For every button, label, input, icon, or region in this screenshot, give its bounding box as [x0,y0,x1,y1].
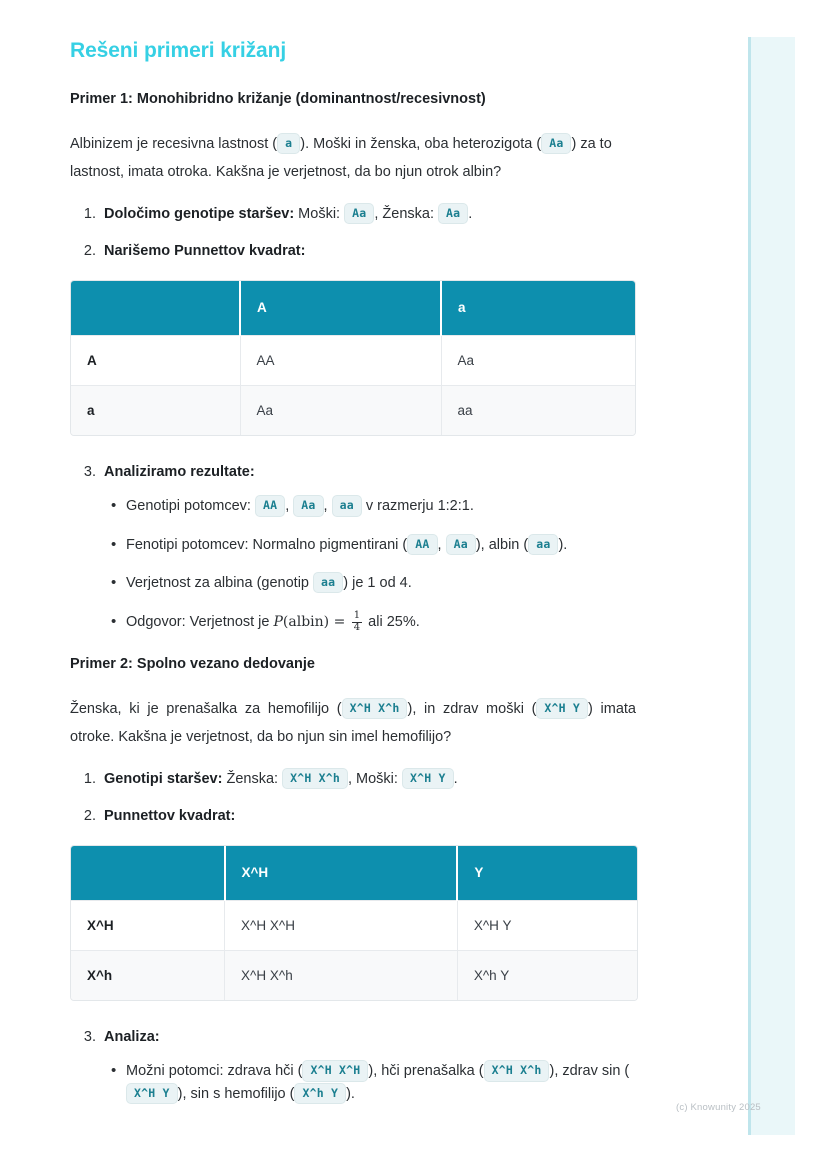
list-item [126,572,636,594]
gene-code-badge: Aa [293,495,323,516]
separator: , [437,536,446,553]
example1-intro-text-1: Albinizem je recesivna lastnost ( [70,136,278,153]
table-cell: X^h Y [457,950,637,1000]
document-content [70,38,636,1123]
fraction-one-quarter [352,611,362,633]
example2-intro-text-1: Ženska, ki je prenašalka za hemofilijo ( [70,701,342,718]
gene-code-badge: Aa [446,534,476,555]
genotypes-prefix: Genotipi potomcev: [126,498,255,515]
gene-code-badge: a [277,133,300,154]
step-label: Določimo genotipe staršev: [104,205,295,222]
gene-code-badge: aa [332,495,362,516]
table-cell: aa [441,385,635,435]
table-cell: X^H X^H [225,900,458,950]
example1-heading: Primer 1: Monohibridno križanje (dominantnost/recesivnost) [70,91,486,108]
probability-prefix: Verjetnost za albina (genotip [126,575,314,592]
table-row-header: X^h [71,950,225,1000]
table-cell: AA [240,335,441,385]
list-item [100,240,636,263]
math-variable-p: P [273,613,283,630]
gene-code-badge: X^H X^h [282,768,348,789]
gene-code-badge: X^H X^h [342,698,408,719]
table-cell: X^H X^h [225,950,458,1000]
gene-code-badge: X^H X^h [484,1060,550,1081]
example1-steps-list [70,203,636,263]
gene-code-badge: Aa [438,203,468,224]
example2-analysis-list [70,1026,636,1105]
gene-code-badge: X^H X^H [302,1060,368,1081]
table-body [71,335,635,435]
step1-female-label: Ženska: [222,770,283,787]
example2-analysis-bullets [104,1060,636,1105]
table-cell: X^H Y [457,900,637,950]
list-item [126,534,636,556]
table-body [71,900,637,1000]
genotypes-suffix: v razmerju 1:2:1. [361,498,474,515]
answer-suffix: ali 25%. [364,613,420,630]
copyright-watermark: (c) Knowunity 2025 [676,1102,761,1113]
gene-code-badge: Aa [541,133,571,154]
offspring-suffix: ). [346,1085,355,1102]
probability-formula [273,610,365,633]
fraction-numerator: 1 [353,610,361,622]
table-row [71,335,635,385]
gene-code-badge: X^H Y [536,698,588,719]
answer-prefix: Odgovor: Verjetnost je [126,613,274,630]
punnett-square-table-1 [71,281,635,435]
list-item [126,611,636,634]
table-column-header: a [441,281,635,336]
table-row-header: X^H [71,900,225,950]
table-row [71,950,637,1000]
table-corner-cell [71,846,225,901]
separator: ), hči prenašalka ( [368,1063,484,1080]
gene-code-badge: Aa [344,203,374,224]
example2-steps-list [70,768,636,828]
table-cell: Aa [441,335,635,385]
example1-intro-paragraph [70,130,636,187]
step-label: Narišemo Punnettov kvadrat: [104,242,306,259]
decorative-right-strip [748,37,795,1135]
separator: , [323,498,332,515]
phenotypes-suffix: ). [558,536,568,553]
punnett-square-table-2 [71,846,637,1000]
example1-intro-text-2: ). Moški in ženska, oba heterozigota ( [300,136,542,153]
table-header [71,846,637,901]
table-column-header: Y [457,846,637,901]
probability-suffix: ) je 1 od 4. [343,575,412,592]
gene-code-badge: aa [313,572,343,593]
table-header-row [71,281,635,336]
step-label: Genotipi staršev: [104,770,223,787]
step1-female-label: , Ženska: [374,205,439,222]
table-corner-cell [71,281,240,336]
table-column-header: X^H [225,846,458,901]
list-item [100,805,636,828]
list-item [100,461,636,633]
step1-male-label: Moški: [294,205,345,222]
table-row-header: a [71,385,240,435]
separator: ), zdrav sin ( [549,1063,630,1080]
step1-male-label: , Moški: [347,770,402,787]
gene-code-badge: X^h Y [294,1083,346,1104]
example2-intro-paragraph [70,695,636,752]
table-header [71,281,635,336]
table-cell: Aa [240,385,441,435]
table-row [71,385,635,435]
example2-heading: Primer 2: Spolno vezano dedovanje [70,656,315,673]
step-label: Punnettov kvadrat: [104,807,236,824]
step1-tail: . [468,205,473,222]
gene-code-badge: X^H Y [402,768,454,789]
table-column-header: A [240,281,441,336]
example1-analysis-bullets [104,495,636,633]
step1-tail: . [453,770,458,787]
separator: , [285,498,294,515]
gene-code-badge: AA [255,495,285,516]
gene-code-badge: AA [407,534,437,555]
table-header-row [71,846,637,901]
math-argument: (albin) = [282,613,350,630]
example2-intro-text-2: ), in zdrav moški ( [407,701,537,718]
list-item [100,768,636,791]
example1-intro-text-3: ) za to lastnost, imata otroka. Kakšna je verjetnost, da bo njun otrok albin? [70,136,612,181]
phenotypes-prefix: Fenotipi potomcev: Normalno pigmentirani ( [126,536,408,553]
example2-intro-text-3: ) imata otroke. Kakšna je verjetnost, da bo njun sin imel hemofilijo? [70,701,636,746]
page-title: Rešeni primeri križanj [70,39,287,62]
gene-code-badge: aa [528,534,558,555]
table-row-header: A [71,335,240,385]
list-item [126,495,636,517]
fraction-denominator: 4 [353,621,361,633]
example1-analysis-list [70,461,636,633]
list-item [100,203,636,226]
table-row [71,900,637,950]
gene-code-badge: X^H Y [126,1083,178,1104]
list-item [100,1026,636,1105]
step-label: Analiza: [104,1028,160,1045]
offspring-prefix: Možni potomci: zdrava hči ( [126,1063,303,1080]
list-item [126,1060,636,1105]
phenotypes-mid: ), albin ( [475,536,529,553]
step-label: Analiziramo rezultate: [104,463,255,480]
separator: ), sin s hemofilijo ( [177,1085,295,1102]
